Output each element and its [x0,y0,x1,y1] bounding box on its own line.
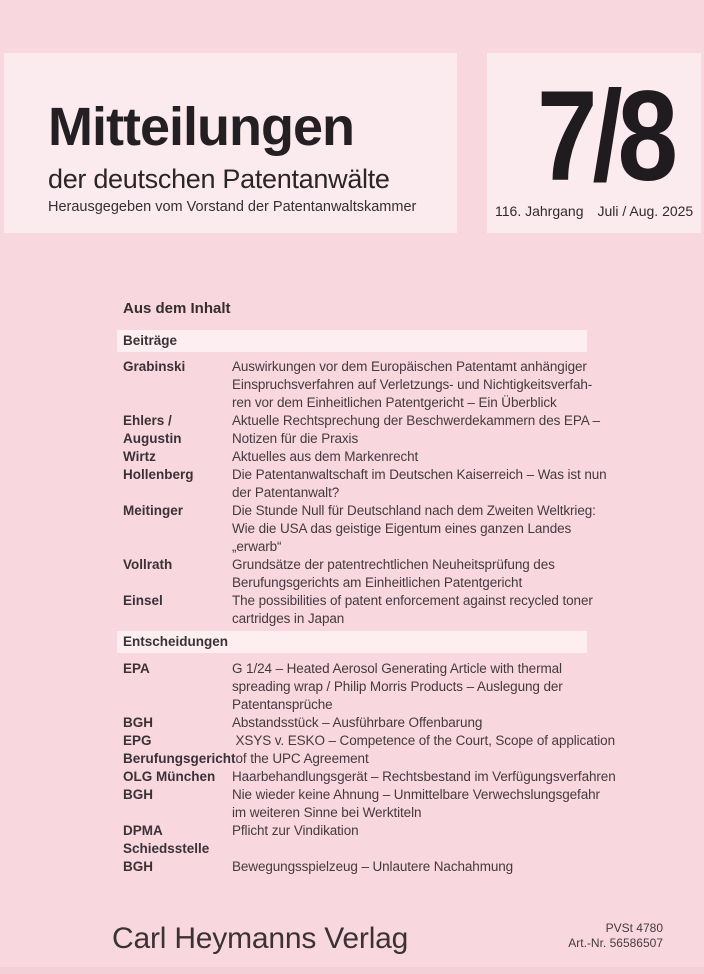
toc-entry [123,448,617,466]
toc-entry-title: Bewegungsspielzeug – Unlautere Nachahmung [232,859,514,874]
toc-entry [123,714,617,732]
issue-date: Juli / Aug. 2025 [597,203,694,219]
toc-entry [123,660,617,714]
article-number: Art.-Nr. 56586507 [568,936,663,950]
toc-entry [123,786,617,822]
toc-entry [123,858,617,876]
masthead-panel [4,53,457,233]
publisher-imprint: Carl Heymanns Verlag [112,922,409,955]
publisher-line: Herausgegeben vom Vorstand der Patentanwaltskammer [48,199,417,215]
toc-entry-title: Grundsätze der patentrechtlichen Neuheitsprüfung des Berufungsgerichts am Einheitlichen Patentgericht [232,557,555,590]
toc-entry-title: Nie wieder keine Ahnung – Unmittelbare Verwechslungsgefahr im weiteren Sinne bei Werktiteln [232,787,600,820]
toc-entry-author: EPA [123,661,150,676]
issue-number: 7/8 [537,65,673,208]
toc-entry [123,502,617,556]
toc-entry-author: Einsel [123,593,163,608]
toc-entry [123,412,617,448]
toc-entry [123,768,617,786]
magazine-subtitle: der deutschen Patentanwälte [48,164,390,194]
pvst-number: PVSt 4780 [605,921,663,935]
toc-entry-title: XSYS v. ESKO – Competence of the Court, Scope of application of the UPC Agreement [235,733,615,766]
toc-entry [123,822,617,858]
issue-meta [495,203,693,219]
toc-entry-title: Abstandsstück – Ausführbare Offenbarung [232,715,483,730]
toc-entry-author: OLG München [123,769,216,784]
toc-entry-title: Die Patentanwaltschaft im Deutschen Kaiserreich – Was ist nun der Patentanwalt? [232,467,607,500]
toc-entry-author: Wirtz [123,449,156,464]
postal-codes [568,921,663,951]
toc-entry-author: BGH [123,787,153,802]
section-header-beitraege: Beiträge [117,330,587,352]
toc-entry-title: Auswirkungen vor dem Europäischen Patentamt anhängiger Einspruchsverfahren auf Verletzungs- und Nichtigkeitsverfah- ren vor dem Einheitlichen Patentgericht – Ein Überblick [232,359,593,410]
toc-entry-author: BGH [123,859,153,874]
toc-section-beitraege [123,358,617,628]
toc-section-entscheidungen [123,660,617,876]
section-header-entscheidungen: Entscheidungen [117,631,587,653]
contents-heading: Aus dem Inhalt [123,300,231,317]
toc-entry-title: Aktuelle Rechtsprechung der Beschwerdekammern des EPA – Notizen für die Praxis [232,413,600,446]
toc-entry-title: Haarbehandlungsgerät – Rechtsbestand im Verfügungsverfahren [232,769,616,784]
toc-entry-author: Vollrath [123,557,173,572]
toc-entry [123,592,617,628]
toc-entry-author: Grabinski [123,359,186,374]
toc-entry-author: Ehlers / Augustin [123,413,182,446]
toc-entry-title: Die Stunde Null für Deutschland nach dem Zweiten Weltkrieg: Wie die USA das geistige Eigentum eines ganzen Landes „erwarb“ [232,503,596,554]
toc-entry-title: G 1/24 – Heated Aerosol Generating Article with thermal spreading wrap / Philip Morris Products – Auslegung der Patentansprüche [232,661,563,712]
magazine-title: Mitteilungen [48,97,354,157]
toc-entry-author: EPG Berufungsgericht [123,733,236,766]
table-of-contents [117,300,617,876]
volume-label: 116. Jahrgang [495,203,584,219]
page-bottom-edge [0,967,704,974]
toc-entry-author: BGH [123,715,153,730]
toc-entry-author: Hollenberg [123,467,194,482]
toc-entry-author: DPMA Schiedsstelle [123,823,210,856]
toc-entry-author: Meitinger [123,503,184,518]
toc-entry [123,466,617,502]
issue-panel [487,53,701,233]
toc-entry [123,732,617,768]
toc-entry-title: Aktuelles aus dem Markenrecht [232,449,419,464]
toc-entry-title: The possibilities of patent enforcement against recycled toner cartridges in Japan [232,593,593,626]
toc-entry-title: Pflicht zur Vindikation [232,823,359,838]
toc-entry [123,358,617,412]
toc-entry [123,556,617,592]
